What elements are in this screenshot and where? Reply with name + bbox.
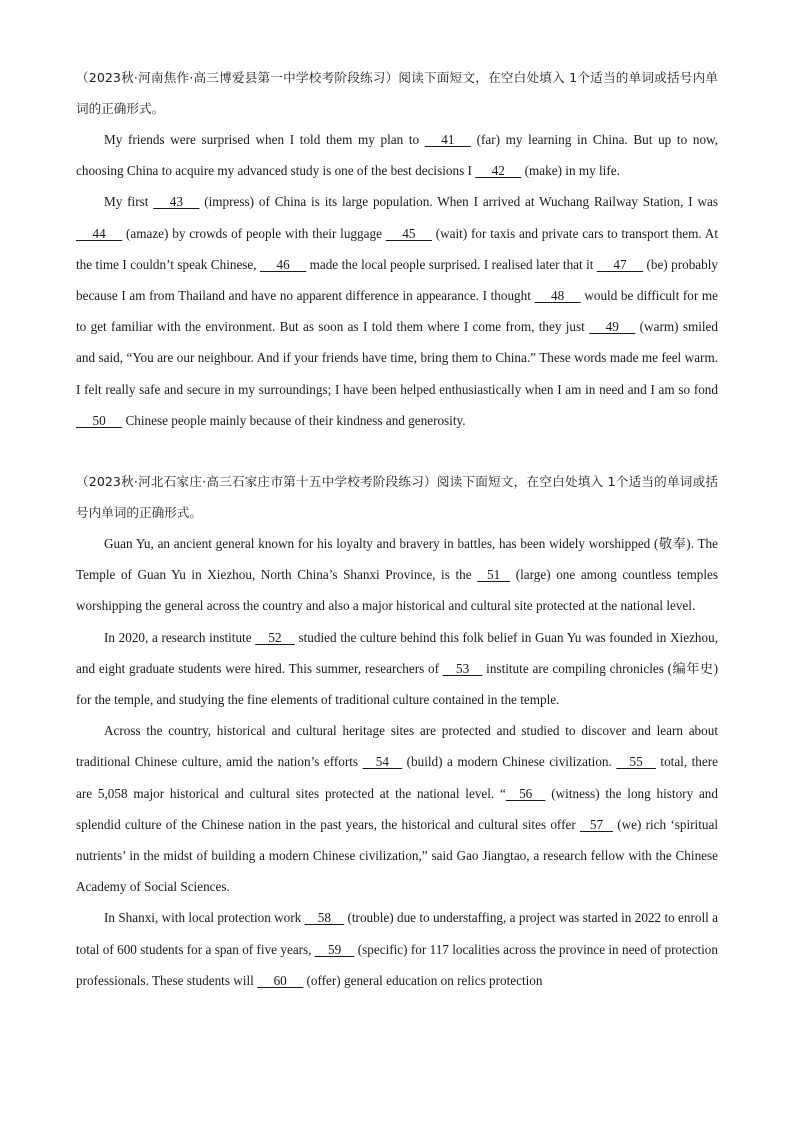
passage-text: (offer) general education on relics protection: [303, 972, 543, 988]
answer-blank: 46: [260, 256, 307, 272]
passage-text: made the local people surprised. I realised later that it: [306, 256, 597, 272]
passage-text: studied the culture behind this folk belief in Guan Yu was founded in Xiezhou, and eight graduate students were hired. This summer, researchers of: [76, 629, 718, 676]
passage-text: (specific) for 117 localities across the province in need of protection professionals. These students will: [76, 941, 718, 988]
answer-blank: 44: [76, 225, 123, 241]
passage-paragraph: [76, 902, 718, 996]
passage-text: (be) probably because I am from Thailand and have no apparent difference in appearance. I thought: [76, 256, 718, 304]
answer-blank: 41: [424, 132, 471, 147]
passage-text: (trouble) due to understaffing, a project was started in 2022 to enroll a total of 600 students for a span of five years,: [76, 910, 718, 957]
passage-text: (wait) for taxis and private cars to transport them. At the time I couldn’t speak Chinese,: [76, 225, 718, 272]
answer-blank: 51: [477, 567, 511, 583]
answer-blank: 49: [589, 319, 636, 335]
passage-text: (amaze) by crowds of people with their luggage: [122, 225, 386, 241]
passage-text: (warm) smiled and said, “You are our neighbour. And if your friends have time, bring them to China.” These words made me feel warm. I felt really safe and secure in my surroundings; I have been helped enthusiastically when I am in need and I am so fond: [76, 319, 718, 397]
answer-blank: 58: [304, 910, 345, 926]
answer-blank: 48: [534, 288, 581, 304]
passage-text: (far) my learning in China. But up to now, choosing China to acquire my advanced study is one of the best decisions I: [76, 132, 718, 179]
document-page: [76, 62, 718, 996]
answer-blank: 53: [442, 660, 483, 676]
passage-instructions: （2023秋·河北石家庄·高三石家庄市第十五中学校考阶段练习）阅读下面短文，在空白处填入 1个适当的单词或括号内单词的正确形式。: [76, 474, 718, 521]
passage-text: institute are compiling chronicles (编年史) for the temple, and studying the fine elements of traditional culture contained in the temple.: [76, 660, 719, 708]
answer-blank: 52: [255, 629, 295, 645]
passage-paragraph: [76, 124, 718, 186]
passage-section: [76, 466, 718, 996]
passage-section: [76, 62, 718, 436]
passage-text: In Shanxi, with local protection work: [104, 910, 305, 926]
passage-paragraph: [76, 622, 718, 716]
answer-blank: 55: [616, 754, 656, 770]
passage-paragraph: [76, 528, 718, 622]
passage-text: (build) a modern Chinese civilization.: [402, 754, 617, 770]
answer-blank: 54: [362, 754, 403, 770]
answer-blank: 56: [505, 785, 546, 801]
passage-paragraph: [76, 186, 718, 436]
passage-text: (large) one among countless temples worshipping the general across the country and also a major historical and cultural site protected at the national level.: [76, 567, 719, 614]
answer-blank: 57: [579, 816, 613, 832]
answer-blank: 43: [153, 194, 200, 210]
passage-text: Chinese people mainly because of their kindness and generosity.: [122, 412, 466, 428]
answer-blank: 60: [257, 972, 304, 988]
answer-blank: 47: [596, 256, 644, 272]
passage-text: (make) in my life.: [521, 163, 620, 179]
passage-text: Guan Yu, an ancient general known for his loyalty and bravery in battles, has been widely worshipped (敬奉). The Temple of Guan Yu in Xiezhou, North China’s Shanxi Province, is the: [76, 536, 718, 583]
passage-paragraph: [76, 715, 718, 902]
answer-blank: 42: [475, 163, 522, 179]
answer-blank: 50: [76, 412, 123, 428]
passage-text: (impress) of China is its large population. When I arrived at Wuchang Railway Station, I was: [199, 194, 718, 210]
passage-text: would be difficult for me to get familiar with the environment. But as soon as I told them where I come from, they just: [76, 288, 718, 335]
passage-text: total, there are 5,058 major historical and cultural sites protected at the national level. “: [76, 754, 718, 801]
passage-text: (we) rich ‘spiritual nutrients’ in the midst of building a modern Chinese civilization,” said Gao Jiangtao, a research fellow with the Chinese Academy of Social Sciences.: [76, 816, 718, 895]
passage-text: Across the country, historical and cultural heritage sites are protected and studied to discover and learn about traditional Chinese culture, amid the nation’s efforts: [76, 723, 718, 770]
passage-instructions: （2023秋·河南焦作·高三博爱县第一中学校考阶段练习）阅读下面短文，在空白处填入 1个适当的单词或括号内单词的正确形式。: [76, 70, 718, 116]
passage-text: In 2020, a research institute: [104, 629, 256, 645]
answer-blank: 45: [385, 225, 432, 241]
passage-text: My friends were surprised when I told them my plan to: [104, 132, 425, 147]
answer-blank: 59: [314, 941, 355, 957]
passage-text: My first: [104, 194, 154, 210]
passage-text: (witness) the long history and splendid culture of the Chinese nation in the past years, the historical and cultural sites offer: [76, 785, 718, 832]
